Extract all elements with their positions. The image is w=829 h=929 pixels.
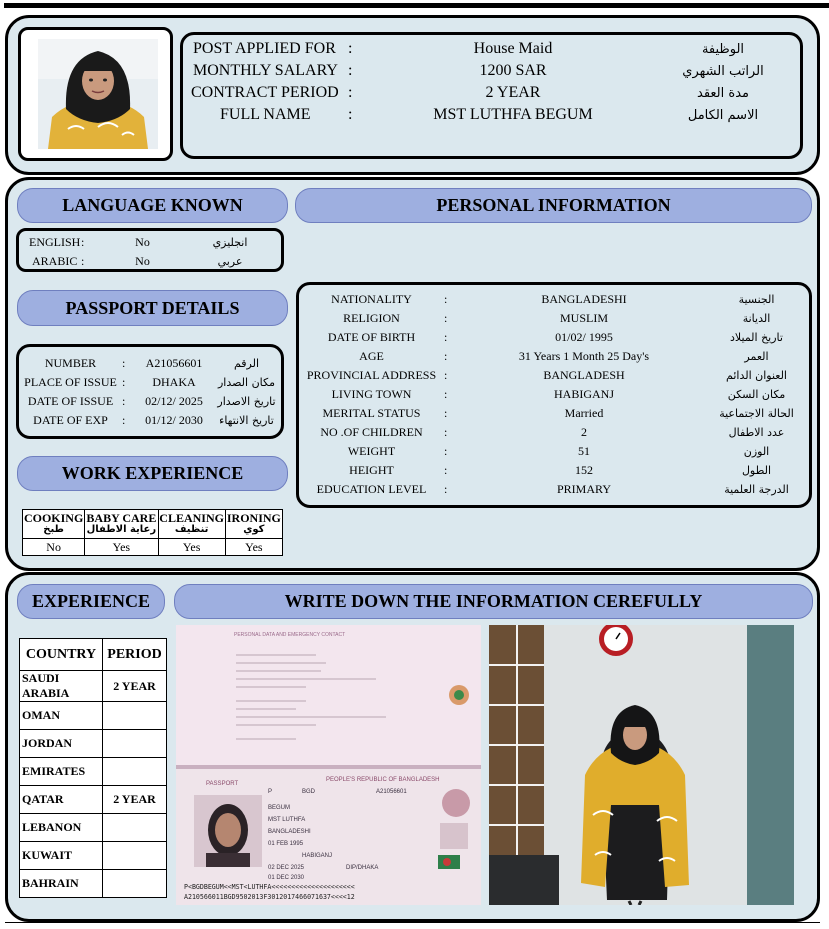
experience-country: BAHRAIN	[20, 870, 103, 898]
experience-country: JORDAN	[20, 730, 103, 758]
passport-row	[19, 354, 281, 373]
language-box	[16, 228, 284, 272]
skill-name: CLEANING	[159, 511, 224, 525]
personal-value: BANGLADESH	[543, 368, 625, 382]
skill-header	[85, 510, 158, 539]
personal-info-row	[299, 328, 809, 347]
passport-row	[19, 411, 281, 430]
experience-period: 2 YEAR	[103, 671, 167, 702]
experience-row	[20, 758, 167, 786]
personal-value: 51	[578, 444, 590, 458]
passport-arabic: الرقم	[233, 357, 260, 370]
experience-country: SAUDI ARABIA	[20, 671, 103, 702]
full-body-photo	[489, 625, 794, 905]
personal-info-row	[299, 309, 809, 328]
scan-given-name: MST LUTHFA	[268, 817, 306, 823]
field-arabic: الراتب الشهري	[682, 63, 764, 79]
personal-colon: :	[444, 482, 448, 496]
language-row	[19, 234, 281, 251]
personal-info-heading: PERSONAL INFORMATION	[295, 188, 812, 223]
personal-label: NATIONALITY	[331, 292, 412, 306]
personal-arabic: العنوان الدائم	[726, 369, 787, 382]
language-arabic: عربي	[217, 255, 243, 268]
field-label: CONTRACT PERIOD	[191, 84, 339, 101]
scan-country-line: PEOPLE'S REPUBLIC OF BANGLADESH	[326, 777, 440, 783]
field-arabic: الاسم الكامل	[687, 107, 759, 123]
personal-label: HEIGHT	[349, 463, 394, 477]
personal-value: 31 Years 1 Month 25 Day's	[518, 349, 650, 363]
passport-colon: :	[122, 356, 126, 370]
personal-arabic: الدرجة العلمية	[724, 483, 789, 496]
period-header: PERIOD	[103, 639, 167, 671]
personal-info-box	[296, 282, 812, 508]
personal-value: HABIGANJ	[554, 387, 614, 401]
personal-label: AGE	[359, 349, 384, 363]
scan-nationality: BANGLADESHI	[268, 829, 311, 835]
scan-expiry: 01 DEC 2030	[268, 875, 305, 881]
summary-row	[183, 38, 783, 60]
experience-header-row	[20, 639, 167, 671]
experience-row	[20, 842, 167, 870]
skill-value: No	[23, 539, 85, 556]
field-value: 1200 SAR	[479, 62, 547, 79]
passport-value: A21056601	[145, 356, 203, 370]
language-arabic: انجليزي	[212, 236, 248, 249]
personal-label: NO .OF CHILDREN	[320, 425, 423, 439]
field-arabic: الوظيفة	[701, 41, 745, 57]
instruction-heading: WRITE DOWN THE INFORMATION CEREFULLY	[174, 584, 813, 619]
details-panel	[5, 177, 820, 571]
language-heading: LANGUAGE KNOWN	[17, 188, 288, 223]
personal-info-row	[299, 423, 809, 442]
experience-row	[20, 786, 167, 814]
summary-row	[183, 104, 783, 126]
experience-row	[20, 730, 167, 758]
field-arabic: مدة العقد	[697, 85, 749, 101]
language-value: No	[135, 235, 150, 249]
personal-value: 152	[575, 463, 593, 477]
personal-label: DATE OF BIRTH	[327, 330, 416, 344]
personal-arabic: تاريخ الميلاد	[730, 331, 783, 344]
language-value: No	[135, 254, 150, 268]
passport-value: DHAKA	[152, 375, 196, 389]
experience-period	[103, 842, 167, 870]
experience-panel	[5, 572, 820, 922]
field-label: POST APPLIED FOR	[193, 40, 336, 57]
scan-mrz-line-2: A210566011BGD9502013F3012017466071637<<<<12	[184, 893, 355, 901]
experience-period	[103, 758, 167, 786]
personal-colon: :	[444, 368, 448, 382]
skill-value: Yes	[85, 539, 158, 556]
skill-name-arabic: تنظيف	[174, 524, 209, 535]
personal-value: PRIMARY	[556, 482, 612, 496]
personal-colon: :	[444, 349, 448, 363]
passport-value: 02/12/ 2025	[145, 394, 203, 408]
personal-info-row	[299, 290, 809, 309]
skill-value: Yes	[225, 539, 282, 556]
skill-name-arabic: رعاية الاطفال	[86, 524, 157, 535]
personal-value: BANGLADESHI	[541, 292, 627, 306]
experience-country: OMAN	[20, 702, 103, 730]
experience-row	[20, 814, 167, 842]
skills-value-row	[23, 539, 283, 556]
top-rule	[4, 3, 829, 8]
field-colon: :	[348, 84, 353, 101]
scan-birthplace: HABIGANJ	[302, 853, 333, 859]
passport-row	[19, 392, 281, 411]
personal-value: Married	[564, 406, 604, 420]
scan-authority: DIP/DHAKA	[346, 865, 379, 871]
passport-colon: :	[122, 394, 126, 408]
field-value: House Maid	[473, 40, 553, 57]
skill-name-arabic: طبخ	[43, 524, 64, 535]
experience-period	[103, 730, 167, 758]
scan-type: P	[268, 789, 273, 795]
field-value: 2 YEAR	[485, 84, 541, 101]
passport-arabic: تاريخ الانتهاء	[219, 414, 274, 427]
bottom-rule	[5, 922, 820, 929]
skills-table	[22, 509, 283, 556]
personal-colon: :	[444, 311, 448, 325]
language-colon: :	[81, 254, 85, 268]
personal-value: 01/02/ 1995	[555, 330, 613, 344]
experience-country: LEBANON	[20, 814, 103, 842]
personal-info-row	[299, 461, 809, 480]
passport-colon: :	[122, 413, 126, 427]
experience-country: EMIRATES	[20, 758, 103, 786]
passport-label: DATE OF EXP	[33, 413, 108, 427]
personal-arabic: العمر	[744, 350, 769, 363]
personal-label: RELIGION	[343, 311, 400, 325]
personal-colon: :	[444, 292, 448, 306]
scan-number: A21056601	[376, 789, 407, 795]
work-experience-heading: WORK EXPERIENCE	[17, 456, 288, 491]
field-label: MONTHLY SALARY	[193, 62, 338, 79]
field-colon: :	[348, 62, 353, 79]
personal-colon: :	[444, 406, 448, 420]
passport-value: 01/12/ 2030	[145, 413, 203, 427]
candidate-photo	[38, 39, 158, 149]
personal-label: WEIGHT	[347, 444, 396, 458]
scan-mrz-line-1: P<BGDBEGUM<<MST<LUTHFA<<<<<<<<<<<<<<<<<<<<<	[184, 883, 355, 891]
personal-colon: :	[444, 387, 448, 401]
skill-value: Yes	[158, 539, 225, 556]
scan-dob: 01 FEB 1995	[268, 841, 304, 847]
job-summary-box	[180, 32, 803, 159]
personal-arabic: الديانة	[742, 312, 771, 325]
summary-row	[183, 60, 783, 82]
skills-header-row	[23, 510, 283, 539]
country-header: COUNTRY	[20, 639, 103, 671]
passport-arabic: مكان الصدار	[218, 376, 275, 389]
language-label: ARABIC	[32, 254, 78, 268]
personal-arabic: الطول	[741, 464, 772, 477]
experience-table	[19, 638, 167, 898]
summary-row	[183, 82, 783, 104]
personal-colon: :	[444, 330, 448, 344]
personal-arabic: الوزن	[743, 445, 770, 458]
experience-row	[20, 870, 167, 898]
passport-heading: PASSPORT DETAILS	[17, 290, 288, 326]
personal-info-row	[299, 366, 809, 385]
personal-info-row	[299, 480, 809, 499]
skill-header	[158, 510, 225, 539]
personal-info-row	[299, 385, 809, 404]
photo-frame	[18, 27, 173, 161]
experience-row	[20, 671, 167, 702]
personal-arabic: الجنسية	[738, 293, 775, 306]
scan-code: BGD	[302, 789, 316, 795]
field-value: MST LUTHFA BEGUM	[433, 106, 593, 123]
field-label: FULL NAME	[220, 106, 311, 123]
passport-label: NUMBER	[44, 356, 97, 370]
passport-label: DATE OF ISSUE	[27, 394, 114, 408]
scan-top-heading: PERSONAL DATA AND EMERGENCY CONTACT	[234, 632, 346, 638]
field-colon: :	[348, 40, 353, 57]
personal-colon: :	[444, 463, 448, 477]
experience-period	[103, 702, 167, 730]
personal-label: PROVINCIAL ADDRESS	[306, 368, 437, 382]
skill-header	[225, 510, 282, 539]
personal-value: 2	[581, 425, 587, 439]
experience-country: QATAR	[20, 786, 103, 814]
scan-passport-word: PASSPORT	[206, 781, 239, 787]
personal-info-row	[299, 347, 809, 366]
personal-label: LIVING TOWN	[331, 387, 412, 401]
language-label: ENGLISH	[29, 235, 81, 249]
personal-info-row	[299, 442, 809, 461]
experience-heading: EXPERIENCE	[17, 584, 165, 619]
passport-box	[16, 344, 284, 439]
passport-row	[19, 373, 281, 392]
personal-arabic: الحالة الاجتماعية	[719, 407, 794, 420]
personal-label: MERITAL STATUS	[322, 406, 421, 420]
skill-name: COOKING	[23, 511, 84, 525]
scan-surname: BEGUM	[268, 805, 291, 811]
personal-value: MUSLIM	[559, 311, 608, 325]
passport-colon: :	[122, 375, 126, 389]
personal-colon: :	[444, 444, 448, 458]
experience-period	[103, 814, 167, 842]
experience-period	[103, 870, 167, 898]
experience-country: KUWAIT	[20, 842, 103, 870]
skill-header	[23, 510, 85, 539]
skill-name: IRONING	[226, 511, 281, 525]
personal-info-row	[299, 404, 809, 423]
experience-period: 2 YEAR	[103, 786, 167, 814]
personal-arabic: عدد الاطفال	[728, 426, 785, 439]
skill-name: BABY CARE	[86, 511, 157, 525]
personal-arabic: مكان السكن	[727, 388, 786, 401]
language-row	[19, 253, 281, 270]
personal-colon: :	[444, 425, 448, 439]
passport-arabic: تاريخ الاصدار	[217, 395, 276, 408]
passport-scan-image	[176, 625, 481, 905]
scan-issue: 02 DEC 2025	[268, 865, 305, 871]
passport-label: PLACE OF ISSUE	[24, 375, 117, 389]
language-colon: :	[81, 235, 85, 249]
header-panel	[5, 15, 820, 175]
personal-label: EDUCATION LEVEL	[316, 482, 427, 496]
experience-row	[20, 702, 167, 730]
field-colon: :	[348, 106, 353, 123]
skill-name-arabic: كوي	[243, 524, 265, 535]
